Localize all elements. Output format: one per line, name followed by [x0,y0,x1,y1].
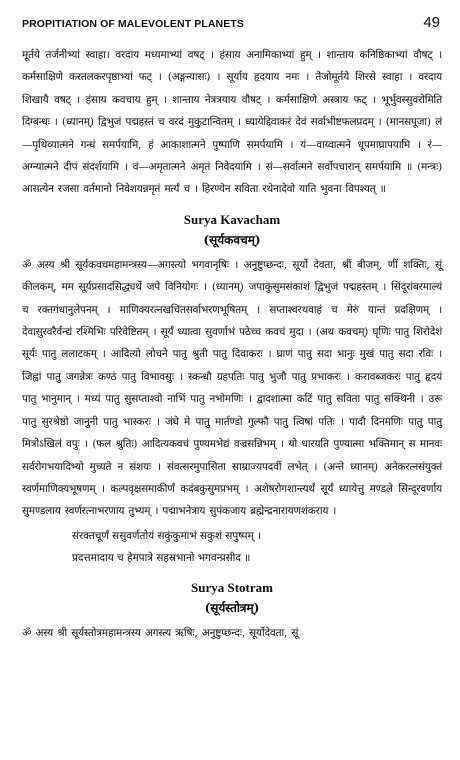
kavacham-verse [22,525,442,569]
stotram-body: ॐ अस्य श्री सूर्यस्तोत्रमहामन्त्रस्य अगस्त्य ऋषिः, अनुष्टुप्छन्दः, सूर्योदेवता, सूं [22,626,299,639]
opening-paragraph: मूर्तये तर्जनीभ्यां स्वाहा। वरदाय मध्यमाभ्यां वषट् । हंसाय अनामिकाभ्यां हुम् । शान्ताय कनिष्ठिकाभ्यां वौषट् । कर्मसाक्षिणे करतलकरपृष्ठाभ्यां फट् । (अङ्गन्यासः) । सूर्याय हृदयाय नमः । तेजोमूर्तये शिरसे स्वाहा । वरदाय शिखायै वषट् । हंसाय कवचाय हुम् । शान्ताय नेत्रत्रयाय वौषट् । कर्मसाक्षिणे अस्त्राय फट् । भूर्भुवस्सुवरोमिति दिग्बन्धः । (ध्यानम्) द्विभुजं पद्महस्तं च वरदं मुकुटान्वितम् । ध्यायेद्दिवाकरं देवं सर्वाभीष्टफलप्रदम् । (मानसपूजा) लं—पृथिव्यात्मने गन्धं समर्पयामि, हं आकाशात्मने पुष्पाणि समर्पयामि । यं—वाय्वात्मने धूपमाघ्रापयामि । रं—अग्न्यात्मने दीपं संदर्शयामि । वं—अमृतात्मने अमृतं निवेदयामि । सं—सर्वात्मने सर्वोपचारान् समर्पयामि ॥ (मन्त्रः) आसत्येन रजसा वर्तमानो निवेशयन्नमृतं मर्त्यं च । हिरण्येन सविता रथेनादेवो याति भुवना विपश्यत् ॥ [22,49,442,196]
running-header [22,14,442,40]
stotram-heading [22,578,442,618]
kavacham-body: ॐ अस्य श्री सूर्यकवचमहामन्त्रस्य—अगस्त्यो भगवानृषिः । अनुष्टुप्छन्दः, सूर्यो देवता, श्रीं बीजम्, णीं शक्तिः, सूं कीलकम्, मम सूर्यप्रसादसिद्ध्यर्थे जपे विनियोगः । (ध्यानम्) जपाकुसुमसंकाशं द्विभुजं पद्महस्तम् । सिंदूरांबरमाल्यं च रक्तगंधानुलेपनम् । माणिक्यरत्नखचितसर्वाभरणभूषितम् । सप्ताश्वरथवाहं च मेरुं यान्तं प्रदक्षिणम् । देवासुरवरैर्वन्द्यं रश्मिभिः परिवेष्टितम् । सूर्यं ध्यात्वा सुवर्णाभं पठेच्च कवचं मुदा । (अथ कवचम्) घृणिः पातु शिरोदेशं सूर्यः पातु ललाटकम् । आदित्यो लोचने पातु श्रुती पातु दिवाकरः । घ्राणं पातु सदा भानुः मुखं पातु सदा रविः । जिह्वां पातु जगन्नेत्रः कण्ठं पातु विभावसुः । स्कन्धौ ग्रहपतिः पातु भुजौ पातु प्रभाकरः । करावब्जकरः पातु हृदयं पातु भानुमान् । मध्यं पातु सुसप्ताश्वो नाभिं पातु नभोमणिः । द्वादशात्मा कटिं पातु सविता पातु सक्थिनी । उरू पातु सुरश्रेष्ठो जानुनी पातु भास्करः । जंघे मे पातु मार्तण्डो गुल्फौ पातु त्विषां पतिः । पादौ दिनमणिः पातु पातु मित्रोऽखिलं वपुः । (फल श्रुतिः) आदित्यकवचं पुण्यमभेद्यं वज्रसन्निभम् । यो धारयति पुण्यात्मा भक्तिमान् स मानवः सर्वरोगभयादिभ्यो मुच्यते न संशयः । संवत्सरमुपासिता साम्राज्यपदवीं लभेत् । (अन्ते ध्यानम्) अनेकरत्नसंयुक्तं स्वर्णमाणिक्यभूषणम् । कल्पवृक्षसमाकीर्णं कदंबकुसुमप्रभम् । अशेषरोगशान्त्यर्थं सूर्यं ध्यायेत्तु मण्डले सिन्दूरवर्णाय सुमण्डलाय स्वर्णरत्नाभरणाय तुभ्यम् । पद्माभनेत्राय सुपंकजाय ब्रह्मेन्द्रनारायणशंकराय । [22,258,442,518]
kavacham-subtitle: (सूर्यकवचम्) [203,232,261,247]
verse-line: प्रदत्तमादाय च हेमपात्रे सहस्रभानो भगवन्प्रसीद ॥ [72,551,251,564]
page-number: 49 [423,14,440,31]
stotram-subtitle: (सूर्यस्तोत्रम्) [204,600,260,615]
running-title: PROPITIATION OF MALEVOLENT PLANETS [22,18,244,30]
verse-line: संरक्तचूर्णं ससुवर्णतोयं सकुंकुमाभं सकुशं सपुष्पम् । [72,529,261,542]
kavacham-title: Surya Kavacham [183,211,281,227]
kavacham-heading [22,210,442,250]
stotram-title: Surya Stotram [191,579,273,595]
